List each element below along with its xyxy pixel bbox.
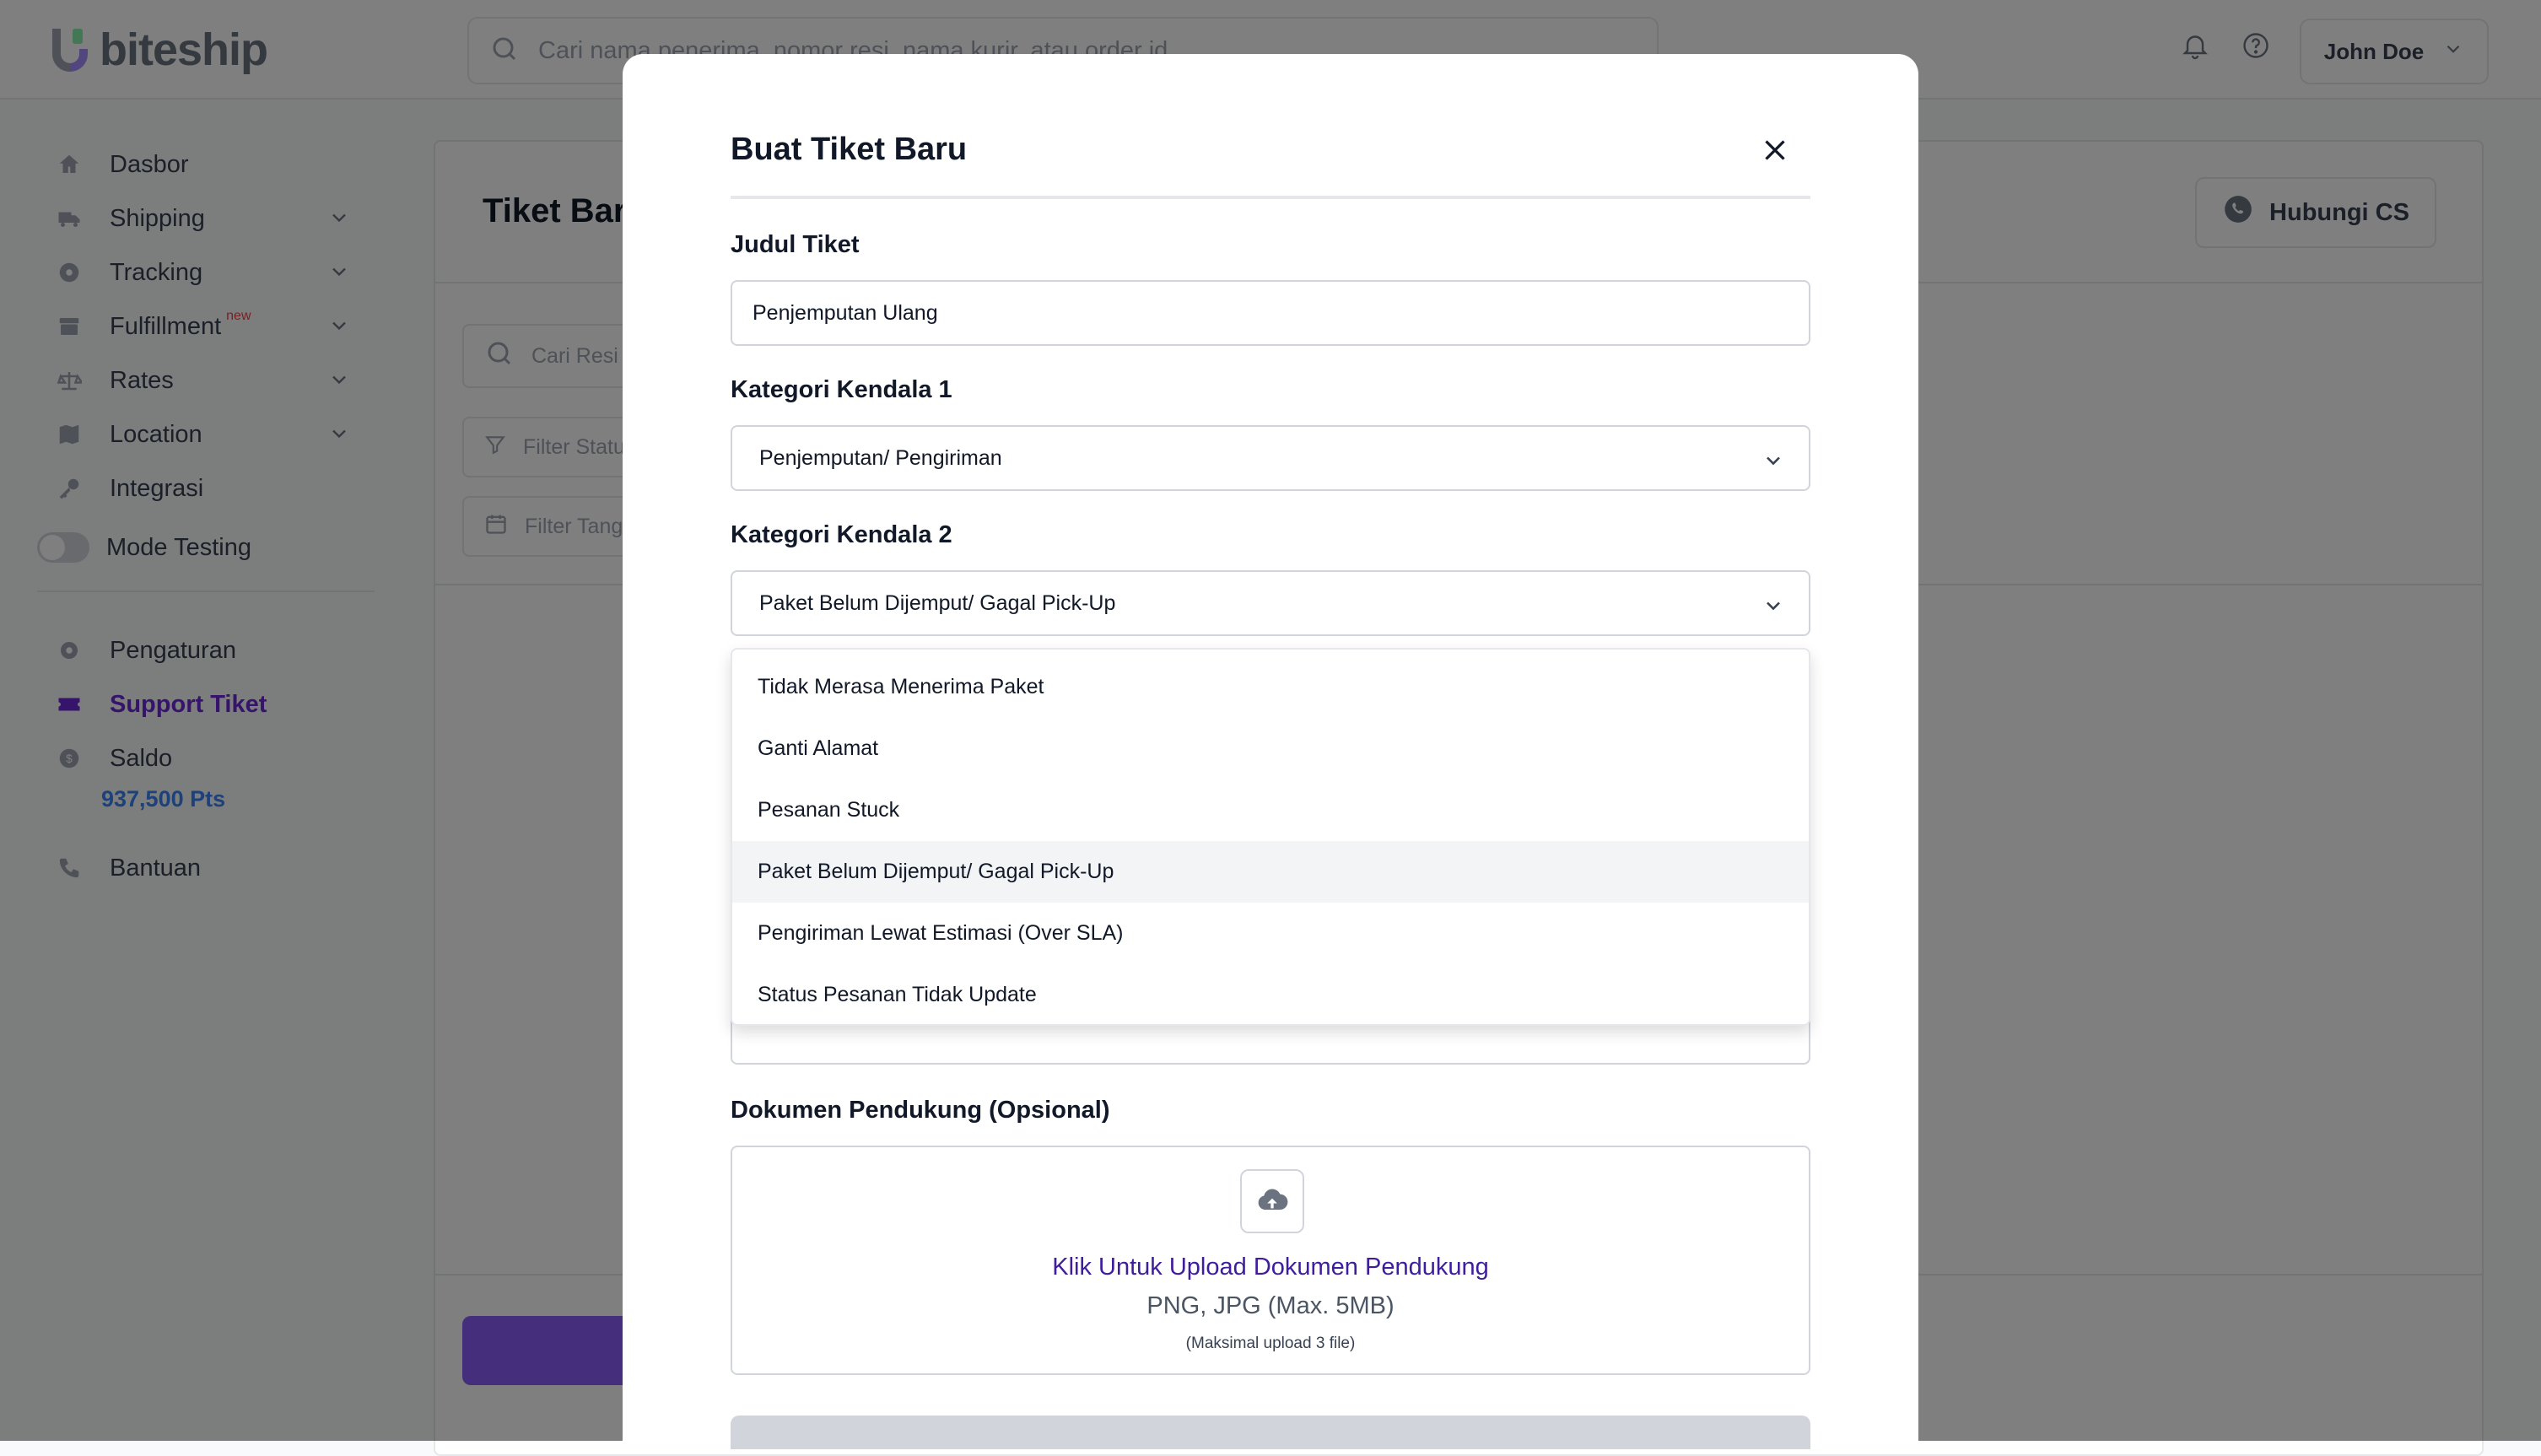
dropdown-option[interactable]: Status Pesanan Tidak Update	[758, 983, 1037, 1006]
upload-limit-note: (Maksimal upload 3 file)	[1185, 1335, 1356, 1352]
upload-link[interactable]: Klik Untuk Upload Dokumen Pendukung	[1052, 1254, 1489, 1281]
kategori-kendala-1-label: Kategori Kendala 1	[731, 376, 952, 403]
dropdown-option[interactable]: Ganti Alamat	[758, 736, 879, 760]
create-ticket-modal	[623, 54, 1918, 1441]
close-icon[interactable]	[1760, 135, 1790, 165]
dropdown-option[interactable]: Pengiriman Lewat Estimasi (Over SLA)	[758, 921, 1124, 945]
upload-file-types: PNG, JPG (Max. 5MB)	[1146, 1292, 1395, 1319]
cloud-upload-icon	[1240, 1169, 1304, 1233]
kategori-kendala-1-value: Penjemputan/ Pengiriman	[759, 445, 1002, 470]
judul-tiket-label: Judul Tiket	[731, 231, 860, 258]
chevron-down-icon	[1761, 449, 1785, 478]
divider	[731, 196, 1810, 199]
dropdown-option[interactable]: Pesanan Stuck	[758, 798, 900, 822]
kategori-kendala-2-value: Paket Belum Dijemput/ Gagal Pick-Up	[759, 590, 1116, 615]
submit-button[interactable]	[731, 1416, 1810, 1449]
kategori-kendala-2-label: Kategori Kendala 2	[731, 521, 952, 548]
chevron-down-icon	[1761, 594, 1785, 623]
kategori-kendala-2-select[interactable]	[731, 570, 1810, 636]
dropdown-option[interactable]: Tidak Merasa Menerima Paket	[758, 675, 1044, 698]
dropdown-option-selected[interactable]: Paket Belum Dijemput/ Gagal Pick-Up	[732, 841, 1809, 903]
judul-tiket-value: Penjemputan Ulang	[753, 300, 938, 325]
dokumen-pendukung-label: Dokumen Pendukung (Opsional)	[731, 1097, 1110, 1124]
modal-title: Buat Tiket Baru	[731, 132, 968, 167]
judul-tiket-input[interactable]	[731, 280, 1810, 346]
kategori-kendala-1-select[interactable]	[731, 425, 1810, 491]
kategori-kendala-2-dropdown	[731, 648, 1810, 1026]
upload-dropzone[interactable]	[731, 1146, 1810, 1375]
